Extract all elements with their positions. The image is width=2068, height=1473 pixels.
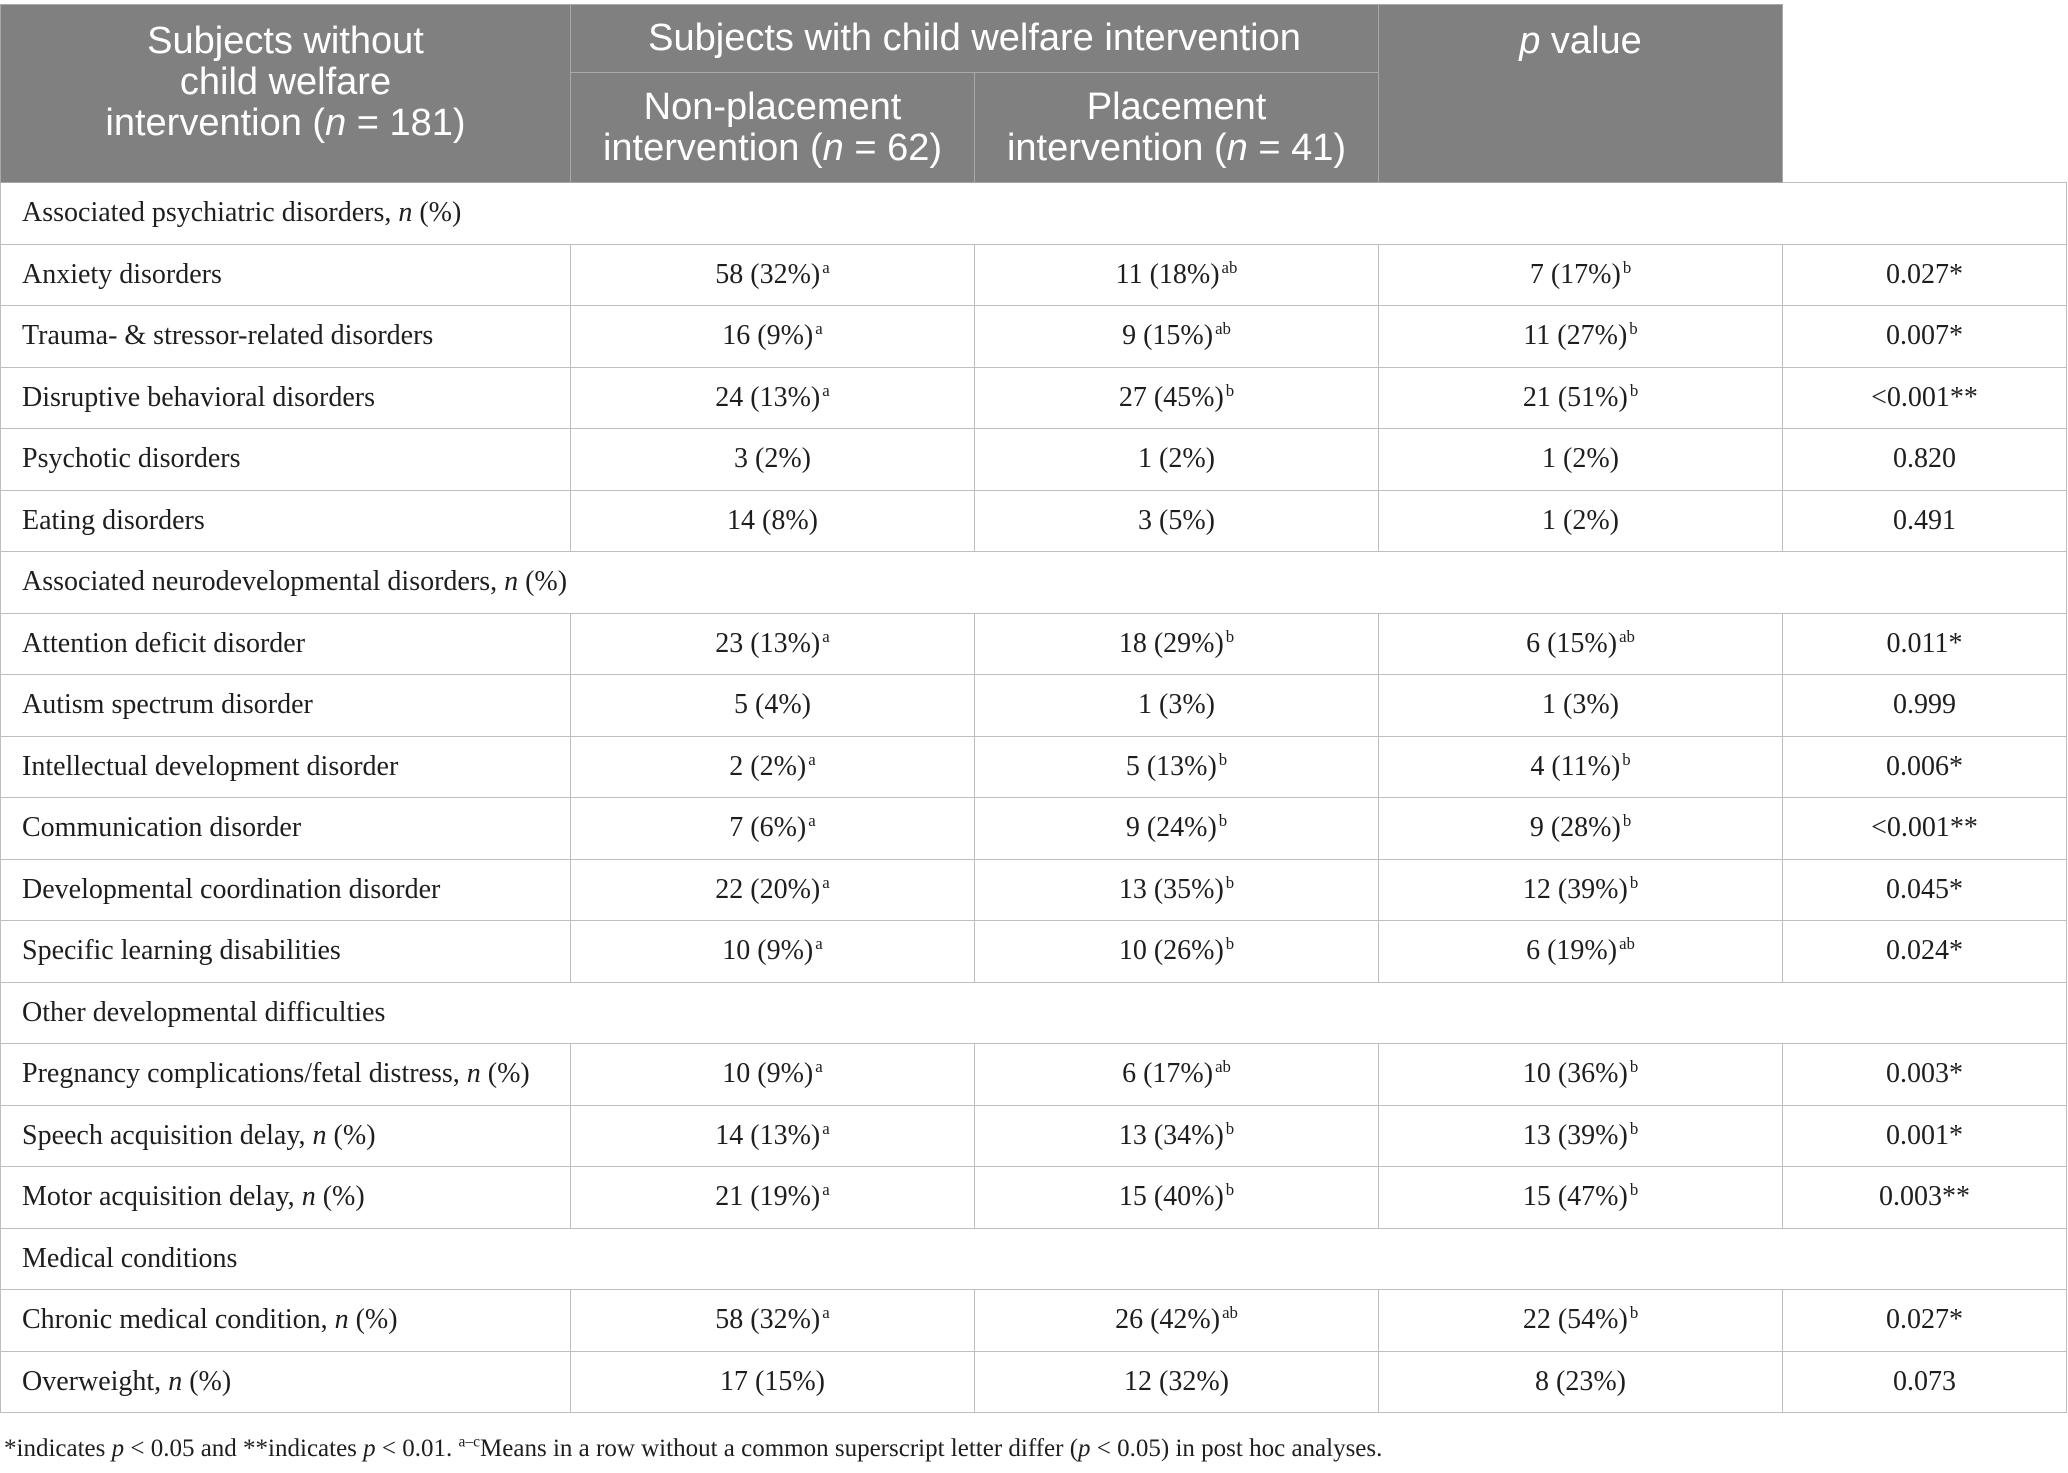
p-value-cell: 0.027*	[1783, 1290, 2067, 1352]
header-text: intervention (	[105, 102, 326, 144]
cell-value: 6 (19%)	[1526, 935, 1618, 967]
row-label: Communication disorder	[1, 798, 571, 860]
table-row	[1, 798, 2067, 860]
cell-superscript: b	[1225, 626, 1235, 646]
header-without-intervention	[1, 5, 571, 183]
table-row	[1, 306, 2067, 368]
cell-superscript: b	[1629, 872, 1639, 892]
cell-value: 1 (2%)	[1542, 443, 1619, 475]
section-text: (%)	[518, 566, 568, 598]
cell-superscript: b	[1218, 811, 1228, 831]
p-value-cell: 0.011*	[1783, 613, 2067, 675]
cell-value: 10 (36%)	[1522, 1058, 1628, 1090]
cell-value: 58 (32%)	[715, 1304, 821, 1336]
cell-superscript: ab	[1215, 1057, 1231, 1077]
italic-n: n	[168, 1365, 183, 1397]
cell-value: 13 (35%)	[1118, 873, 1224, 905]
placement-cell	[1379, 859, 1783, 921]
section-row	[1, 552, 2067, 614]
label-text: (%)	[182, 1365, 232, 1397]
table-row	[1, 1105, 2067, 1167]
row-label: Specific learning disabilities	[1, 921, 571, 983]
non-placement-cell	[975, 367, 1379, 429]
cell-superscript: a	[815, 934, 823, 954]
p-value-cell: 0.820	[1783, 429, 2067, 491]
cell-superscript: a	[822, 1118, 830, 1138]
table-row	[1, 490, 2067, 552]
cell-superscript: b	[1629, 1180, 1639, 1200]
footnote-text: Means in a row without a common superscript letter differ (	[480, 1435, 1079, 1462]
table-row	[1, 675, 2067, 737]
italic-n: n	[334, 1304, 349, 1336]
table-row	[1, 736, 2067, 798]
cell-value: 7 (6%)	[729, 812, 807, 844]
without-intervention-cell	[571, 429, 975, 491]
cell-value: 24 (13%)	[715, 381, 821, 413]
cell-superscript: a	[808, 749, 816, 769]
cell-value: 9 (28%)	[1529, 812, 1621, 844]
without-intervention-cell	[571, 1290, 975, 1352]
non-placement-cell	[975, 429, 1379, 491]
without-intervention-cell	[571, 244, 975, 306]
header-text: value	[1540, 20, 1642, 62]
cell-superscript: ab	[1215, 319, 1231, 339]
placement-cell	[1379, 1167, 1783, 1229]
cell-value: 6 (15%)	[1526, 627, 1618, 659]
cell-superscript: a	[822, 872, 830, 892]
cell-superscript: b	[1622, 811, 1632, 831]
section-label: Medical conditions	[1, 1228, 2067, 1290]
cell-superscript: ab	[1619, 934, 1635, 954]
cell-value: 1 (3%)	[1542, 689, 1619, 721]
p-value-cell: <0.001**	[1783, 367, 2067, 429]
row-label: Attention deficit disorder	[1, 613, 571, 675]
table-row	[1, 859, 2067, 921]
cell-value: 2 (2%)	[729, 750, 807, 782]
cell-superscript: a	[822, 626, 830, 646]
cell-value: 10 (9%)	[722, 1058, 814, 1090]
cell-value: 15 (40%)	[1118, 1181, 1224, 1213]
row-label: Anxiety disorders	[1, 244, 571, 306]
cell-value: 26 (42%)	[1115, 1304, 1221, 1336]
p-value-cell: 0.006*	[1783, 736, 2067, 798]
header-line: Placement	[1086, 85, 1267, 128]
p-value-cell: 0.003**	[1783, 1167, 2067, 1229]
label-text: Chronic medical condition,	[22, 1304, 335, 1336]
italic-n: n	[398, 197, 413, 229]
section-label: Other developmental difficulties	[1, 982, 2067, 1044]
italic-n: n	[466, 1058, 481, 1090]
without-intervention-cell	[571, 367, 975, 429]
footnote-text: < 0.01.	[375, 1435, 459, 1462]
cell-superscript: b	[1629, 319, 1638, 339]
header-line: Subjects without	[147, 20, 424, 62]
header-italic-n: n	[325, 102, 347, 144]
non-placement-cell	[975, 1105, 1379, 1167]
cell-value: 5 (13%)	[1125, 750, 1217, 782]
table-body	[1, 183, 2067, 1413]
section-text: Associated psychiatric disorders,	[22, 197, 399, 229]
row-label: Psychotic disorders	[1, 429, 571, 491]
cell-superscript: a	[822, 1180, 830, 1200]
without-intervention-cell	[571, 736, 975, 798]
cell-value: 12 (32%)	[1124, 1365, 1229, 1397]
section-row	[1, 183, 2067, 245]
placement-cell	[1379, 367, 1783, 429]
cell-superscript: ab	[1619, 626, 1635, 646]
placement-cell	[1379, 1044, 1783, 1106]
results-table	[0, 4, 2067, 1413]
cell-value: 17 (15%)	[720, 1365, 825, 1397]
label-text: Pregnancy complications/fetal distress,	[22, 1058, 467, 1090]
footnote-text: *indicates	[4, 1435, 112, 1462]
cell-superscript: b	[1225, 872, 1235, 892]
italic-n: n	[301, 1181, 316, 1213]
table-row	[1, 1044, 2067, 1106]
placement-cell	[1379, 306, 1783, 368]
placement-cell	[1379, 1351, 1783, 1413]
cell-value: 11 (18%)	[1115, 258, 1220, 290]
label-text: (%)	[326, 1119, 376, 1151]
cell-superscript: a	[815, 319, 823, 339]
label-text: (%)	[480, 1058, 530, 1090]
row-label: Developmental coordination disorder	[1, 859, 571, 921]
without-intervention-cell	[571, 1351, 975, 1413]
header-placement	[975, 73, 1379, 183]
without-intervention-cell	[571, 798, 975, 860]
cell-value: 11 (27%)	[1523, 320, 1628, 352]
row-label: Trauma- & stressor-related disorders	[1, 306, 571, 368]
p-value-cell: 0.003*	[1783, 1044, 2067, 1106]
cell-superscript: b	[1629, 1303, 1639, 1323]
italic-p: p	[363, 1435, 376, 1462]
p-value-cell: <0.001**	[1783, 798, 2067, 860]
non-placement-cell	[975, 490, 1379, 552]
non-placement-cell	[975, 921, 1379, 983]
without-intervention-cell	[571, 306, 975, 368]
without-intervention-cell	[571, 921, 975, 983]
cell-superscript: b	[1629, 1057, 1639, 1077]
table-row	[1, 613, 2067, 675]
without-intervention-cell	[571, 675, 975, 737]
placement-cell	[1379, 675, 1783, 737]
without-intervention-cell	[571, 1167, 975, 1229]
cell-value: 14 (8%)	[727, 504, 818, 536]
cell-value: 3 (5%)	[1138, 504, 1215, 536]
cell-superscript: a	[815, 1057, 823, 1077]
label-text: Overweight,	[22, 1365, 169, 1397]
section-text: Associated neurodevelopmental disorders,	[22, 566, 505, 598]
p-value-cell: 0.999	[1783, 675, 2067, 737]
non-placement-cell	[975, 613, 1379, 675]
cell-superscript: ab	[1221, 257, 1238, 277]
header-line	[577, 128, 968, 169]
placement-cell	[1379, 613, 1783, 675]
non-placement-cell	[975, 1290, 1379, 1352]
cell-superscript: b	[1225, 1118, 1235, 1138]
header-with-intervention-group: Subjects with child welfare intervention	[571, 5, 1379, 73]
without-intervention-cell	[571, 1044, 975, 1106]
italic-p: p	[1078, 1435, 1091, 1462]
cell-value: 9 (24%)	[1125, 812, 1217, 844]
placement-cell	[1379, 490, 1783, 552]
label-text: (%)	[348, 1304, 398, 1336]
footnote-text: < 0.05) in post hoc analyses.	[1090, 1435, 1383, 1462]
cell-value: 1 (3%)	[1138, 689, 1215, 721]
row-label	[1, 1290, 571, 1352]
row-label	[1, 1044, 571, 1106]
cell-value: 1 (2%)	[1138, 443, 1215, 475]
cell-value: 22 (54%)	[1522, 1304, 1628, 1336]
without-intervention-cell	[571, 613, 975, 675]
placement-cell	[1379, 1105, 1783, 1167]
cell-superscript: a	[822, 257, 830, 277]
cell-value: 6 (17%)	[1122, 1058, 1214, 1090]
cell-value: 1 (2%)	[1542, 504, 1619, 536]
table-header	[1, 5, 2067, 183]
table-row	[1, 1167, 2067, 1229]
cell-value: 21 (51%)	[1522, 381, 1628, 413]
cell-superscript: b	[1622, 749, 1631, 769]
placement-cell	[1379, 429, 1783, 491]
placement-cell	[1379, 921, 1783, 983]
header-non-placement	[571, 73, 975, 183]
cell-superscript: b	[1218, 749, 1228, 769]
row-label	[1, 1351, 571, 1413]
cell-value: 13 (34%)	[1118, 1119, 1224, 1151]
cell-value: 15 (47%)	[1522, 1181, 1628, 1213]
non-placement-cell	[975, 244, 1379, 306]
cell-value: 58 (32%)	[715, 258, 821, 290]
cell-superscript: b	[1629, 1118, 1639, 1138]
p-value-cell: 0.073	[1783, 1351, 2067, 1413]
placement-cell	[1379, 1290, 1783, 1352]
p-value-cell: 0.045*	[1783, 859, 2067, 921]
p-value-cell: 0.027*	[1783, 244, 2067, 306]
table-row	[1, 1351, 2067, 1413]
non-placement-cell	[975, 798, 1379, 860]
italic-n: n	[504, 566, 519, 598]
label-text: (%)	[315, 1181, 365, 1213]
cell-value: 7 (17%)	[1529, 258, 1621, 290]
cell-value: 4 (11%)	[1530, 750, 1621, 782]
cell-value: 22 (20%)	[715, 873, 821, 905]
cell-value: 27 (45%)	[1118, 381, 1224, 413]
table-row	[1, 1290, 2067, 1352]
cell-value: 3 (2%)	[734, 443, 811, 475]
non-placement-cell	[975, 859, 1379, 921]
header-italic-p: p	[1519, 20, 1541, 62]
row-label: Autism spectrum disorder	[1, 675, 571, 737]
cell-superscript: b	[1622, 257, 1632, 277]
cell-superscript: a	[822, 380, 830, 400]
placement-cell	[1379, 798, 1783, 860]
p-value-cell: 0.007*	[1783, 306, 2067, 368]
without-intervention-cell	[571, 1105, 975, 1167]
table-row	[1, 921, 2067, 983]
cell-value: 9 (15%)	[1122, 320, 1214, 352]
header-line	[981, 128, 1372, 169]
header-text: intervention (	[1006, 126, 1227, 169]
table-row	[1, 367, 2067, 429]
row-label: Intellectual development disorder	[1, 736, 571, 798]
cell-superscript: b	[1225, 934, 1235, 954]
section-text: (%)	[412, 197, 462, 229]
cell-value: 13 (39%)	[1522, 1119, 1628, 1151]
p-value-cell: 0.491	[1783, 490, 2067, 552]
header-line	[7, 103, 564, 144]
header-row-top	[1, 5, 2067, 73]
row-label	[1, 1105, 571, 1167]
table-footnote	[4, 1434, 1382, 1464]
cell-value: 12 (39%)	[1522, 873, 1628, 905]
non-placement-cell	[975, 306, 1379, 368]
cell-value: 21 (19%)	[715, 1181, 821, 1213]
section-row	[1, 1228, 2067, 1290]
section-row	[1, 982, 2067, 1044]
header-text: = 62)	[843, 126, 943, 169]
header-line: Non-placement	[643, 85, 902, 128]
cell-superscript: ab	[1222, 1303, 1238, 1323]
cell-value: 10 (26%)	[1118, 935, 1224, 967]
header-p-value	[1379, 5, 1783, 183]
italic-n: n	[312, 1119, 327, 1151]
row-label	[1, 1167, 571, 1229]
cell-value: 23 (13%)	[715, 627, 821, 659]
header-text: = 181)	[346, 102, 466, 144]
table-row	[1, 429, 2067, 491]
non-placement-cell	[975, 1044, 1379, 1106]
header-italic-n: n	[822, 126, 844, 169]
non-placement-cell	[975, 1351, 1379, 1413]
cell-value: 16 (9%)	[722, 320, 814, 352]
p-value-cell: 0.024*	[1783, 921, 2067, 983]
header-text: intervention (	[602, 126, 823, 169]
placement-cell	[1379, 736, 1783, 798]
cell-value: 14 (13%)	[715, 1119, 821, 1151]
cell-value: 8 (23%)	[1535, 1365, 1626, 1397]
cell-value: 10 (9%)	[722, 935, 814, 967]
non-placement-cell	[975, 675, 1379, 737]
table-row	[1, 244, 2067, 306]
header-italic-n: n	[1226, 126, 1248, 169]
without-intervention-cell	[571, 859, 975, 921]
cell-superscript: b	[1629, 380, 1639, 400]
cell-superscript: a	[808, 811, 816, 831]
cell-value: 5 (4%)	[734, 689, 811, 721]
footnote-superscript: a–c	[458, 1433, 481, 1451]
cell-superscript: b	[1225, 1180, 1235, 1200]
header-text: = 41)	[1247, 126, 1347, 169]
row-label: Eating disorders	[1, 490, 571, 552]
without-intervention-cell	[571, 490, 975, 552]
row-label: Disruptive behavioral disorders	[1, 367, 571, 429]
cell-superscript: a	[822, 1303, 830, 1323]
label-text: Motor acquisition delay,	[22, 1181, 302, 1213]
p-value-cell: 0.001*	[1783, 1105, 2067, 1167]
footnote-text: < 0.05 and **indicates	[124, 1435, 364, 1462]
italic-p: p	[111, 1435, 125, 1462]
section-label	[1, 552, 2067, 614]
section-label	[1, 183, 2067, 245]
cell-value: 18 (29%)	[1118, 627, 1224, 659]
header-line: child welfare	[179, 61, 392, 103]
non-placement-cell	[975, 1167, 1379, 1229]
non-placement-cell	[975, 736, 1379, 798]
placement-cell	[1379, 244, 1783, 306]
cell-superscript: b	[1225, 380, 1235, 400]
label-text: Speech acquisition delay,	[22, 1119, 313, 1151]
